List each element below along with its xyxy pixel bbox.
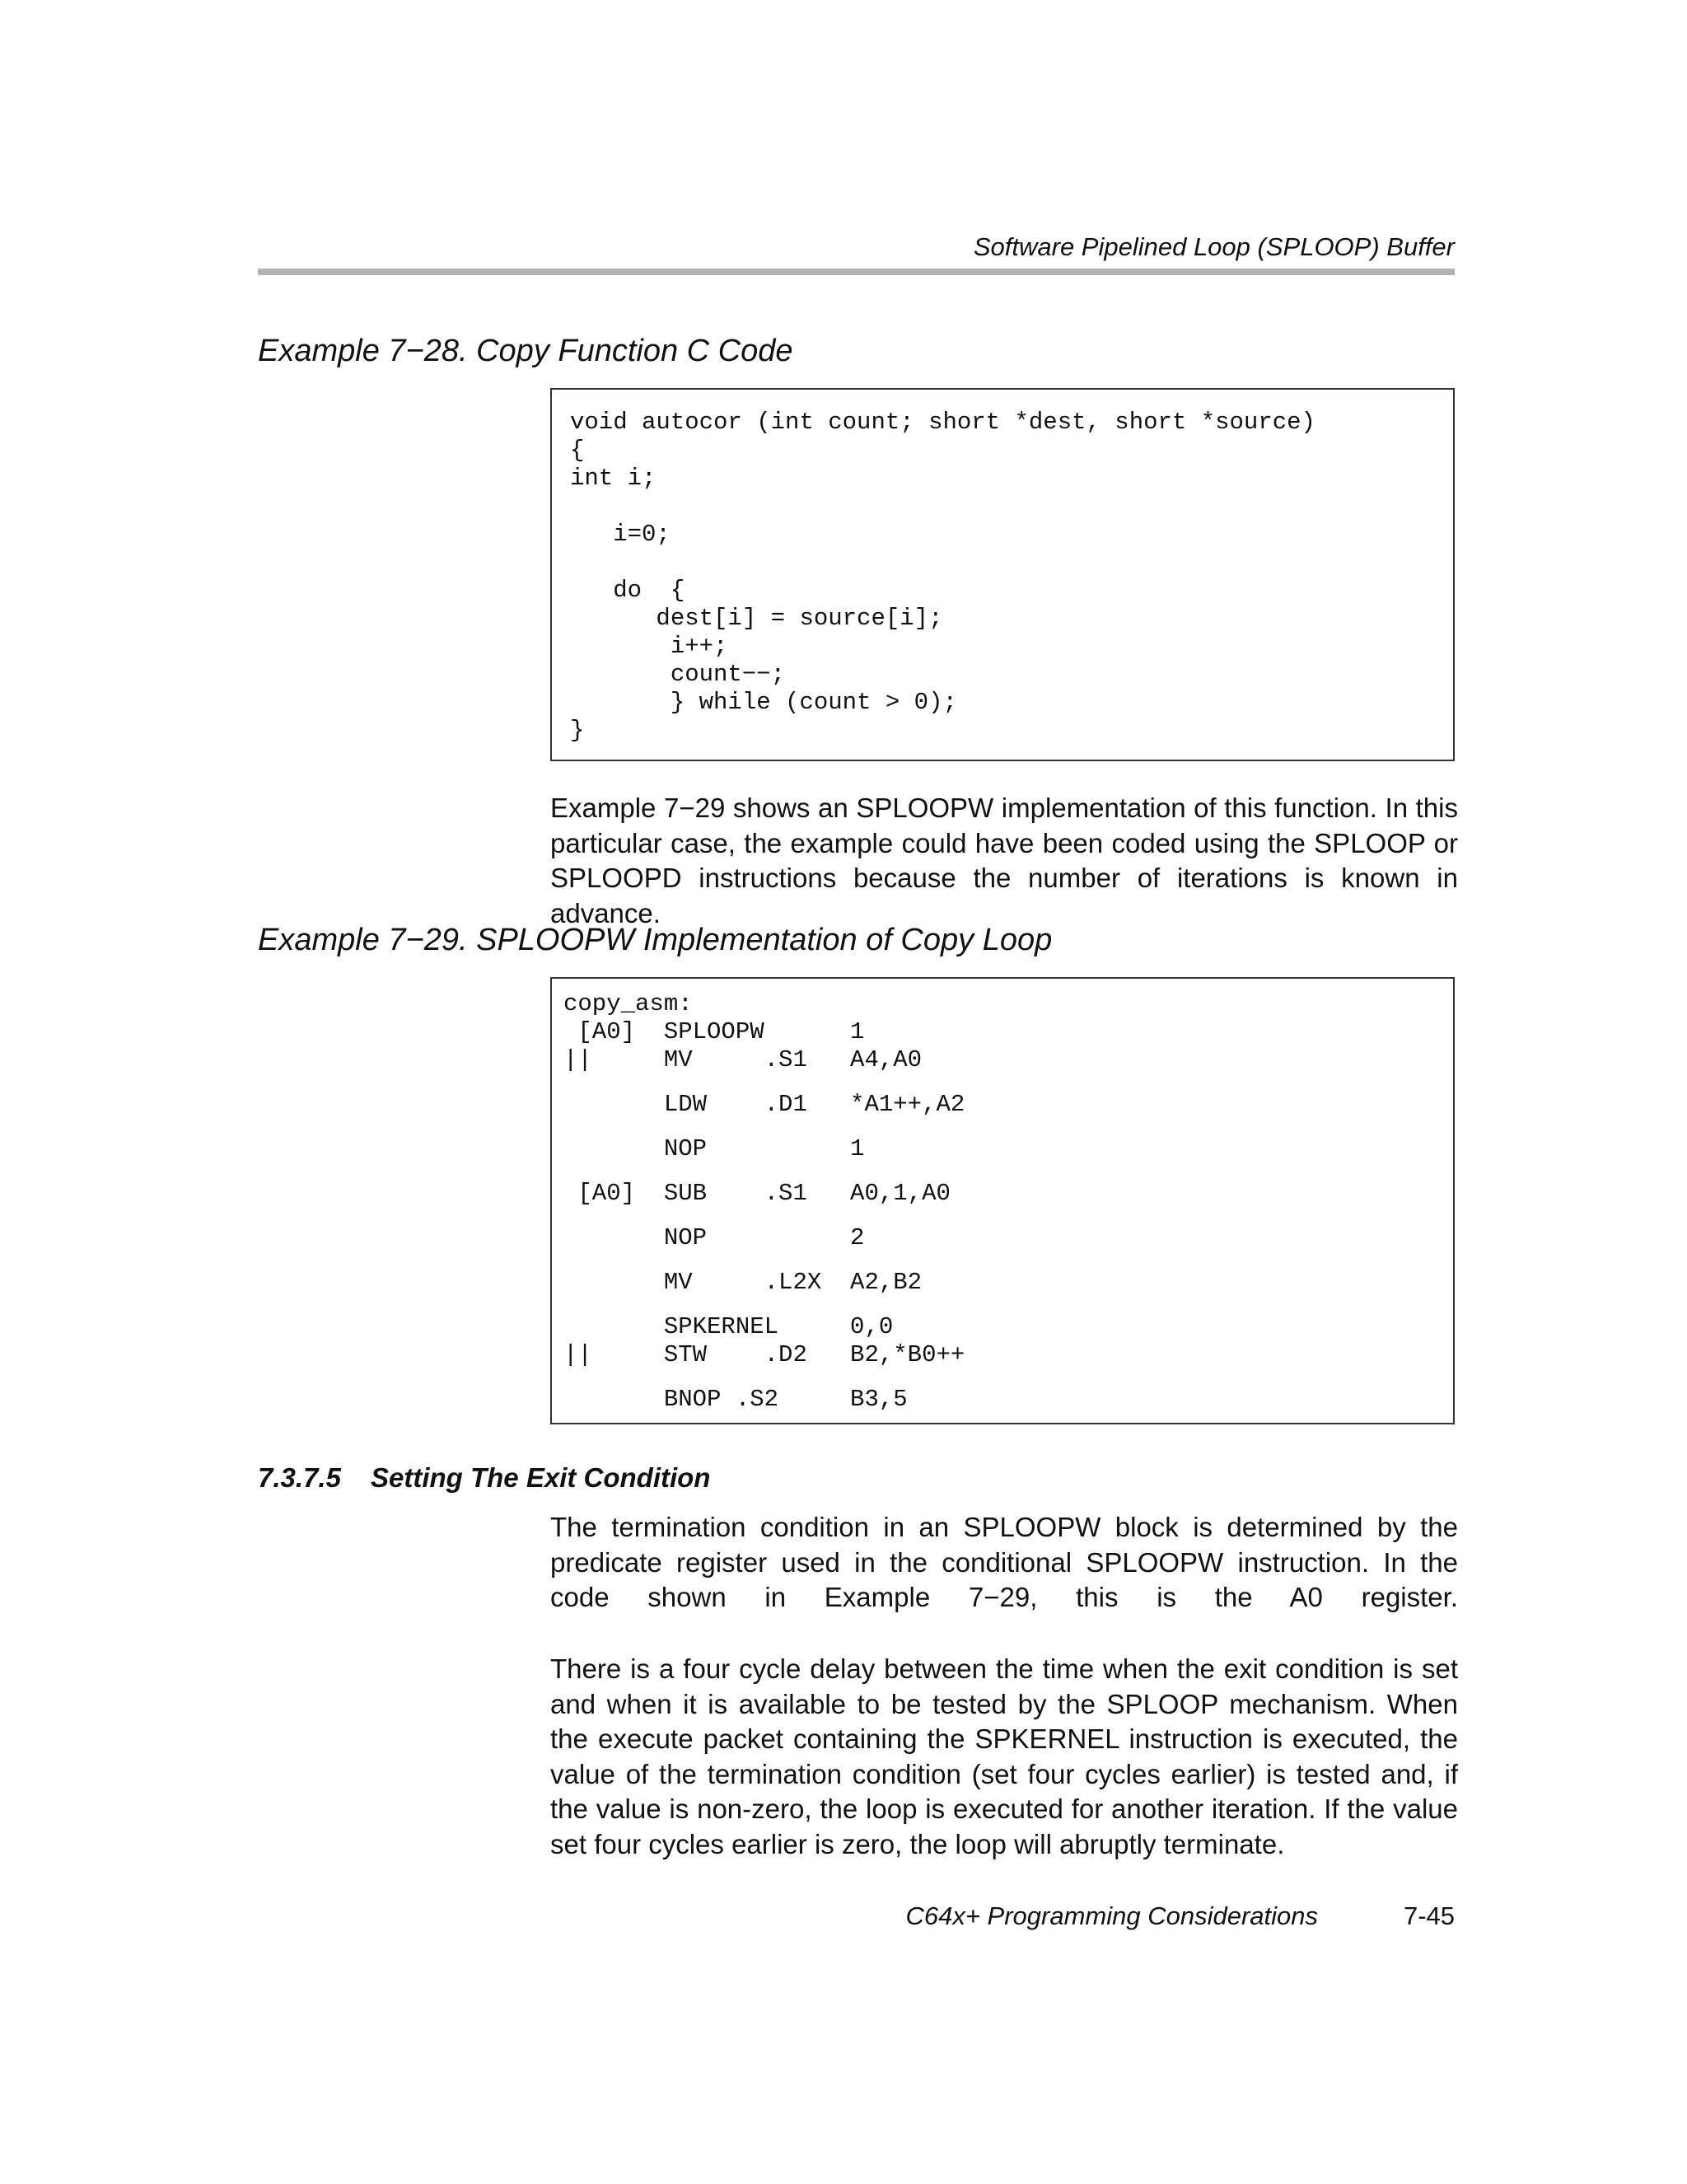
example-7-29-code-box [550, 977, 1455, 1424]
page-number: 7-45 [1403, 1901, 1455, 1930]
code-line: void autocor (int count; short *dest, short *source) [570, 409, 1315, 436]
code-line: int i; [570, 465, 657, 492]
example-7-29-caption: Example 7−29. SPLOOPW Implementation of Copy Loop [258, 923, 1053, 957]
code-line: do { [570, 577, 685, 604]
code-line: } while (count > 0); [570, 689, 957, 716]
code-line: LDW .D1 *A1++,A2 [563, 1091, 965, 1118]
code-line: copy_asm: [563, 990, 693, 1017]
code-line: MV .L2X A2,B2 [563, 1269, 923, 1296]
code-line: || STW .D2 B2,*B0++ [563, 1341, 965, 1368]
header-title: Software Pipelined Loop (SPLOOP) Buffer [973, 232, 1455, 261]
code-line: SPKERNEL 0,0 [563, 1313, 894, 1340]
paragraph-example-7-29-intro: Example 7−29 shows an SPLOOPW implementation of this function. In this particular case, the example could have been coded using the SPLOOP or SPLOOPD instructions because the number of iterations is known in advance. [550, 793, 1458, 928]
code-line: { [570, 437, 585, 464]
section-title: Setting The Exit Condition [371, 1462, 711, 1493]
code-line: NOP 2 [563, 1224, 865, 1251]
section-heading [258, 1462, 710, 1494]
code-line: || MV .S1 A4,A0 [563, 1046, 923, 1073]
code-line: [A0] SPLOOPW 1 [563, 1018, 865, 1045]
paragraph-termination-condition: The termination condition in an SPLOOPW block is determined by the predicate register used in the conditional SPLOOPW instruction. In the code shown in Example 7−29, this is the A0 register. [550, 1512, 1458, 1612]
example-7-28-caption: Example 7−28. Copy Function C Code [258, 334, 793, 368]
code-line: i=0; [570, 521, 671, 548]
code-line: BNOP .S2 B3,5 [563, 1386, 908, 1413]
section-number: 7.3.7.5 [258, 1462, 341, 1493]
code-line: dest[i] = source[i]; [570, 605, 943, 632]
code-line: count−−; [570, 661, 786, 688]
code-line: NOP 1 [563, 1135, 865, 1162]
paragraph-cycle-delay: There is a four cycle delay between the time when the exit condition is set and when it is available to be tested by the SPLOOP mechanism. When the execute packet containing the SPKERNEL instruction is executed, the value of the termination condition (set four cycles earlier) is tested and, if the value is non-zero, the loop is executed for another iteration. If the value set four cycles earlier is zero, the loop will abruptly terminate. [550, 1653, 1458, 1859]
code-line: i++; [570, 633, 728, 660]
example-7-28-code-box [550, 388, 1455, 761]
header-rule [258, 269, 1455, 275]
code-line: } [570, 717, 585, 744]
footer-title: C64x+ Programming Considerations [905, 1901, 1318, 1930]
code-line: [A0] SUB .S1 A0,1,A0 [563, 1180, 951, 1207]
